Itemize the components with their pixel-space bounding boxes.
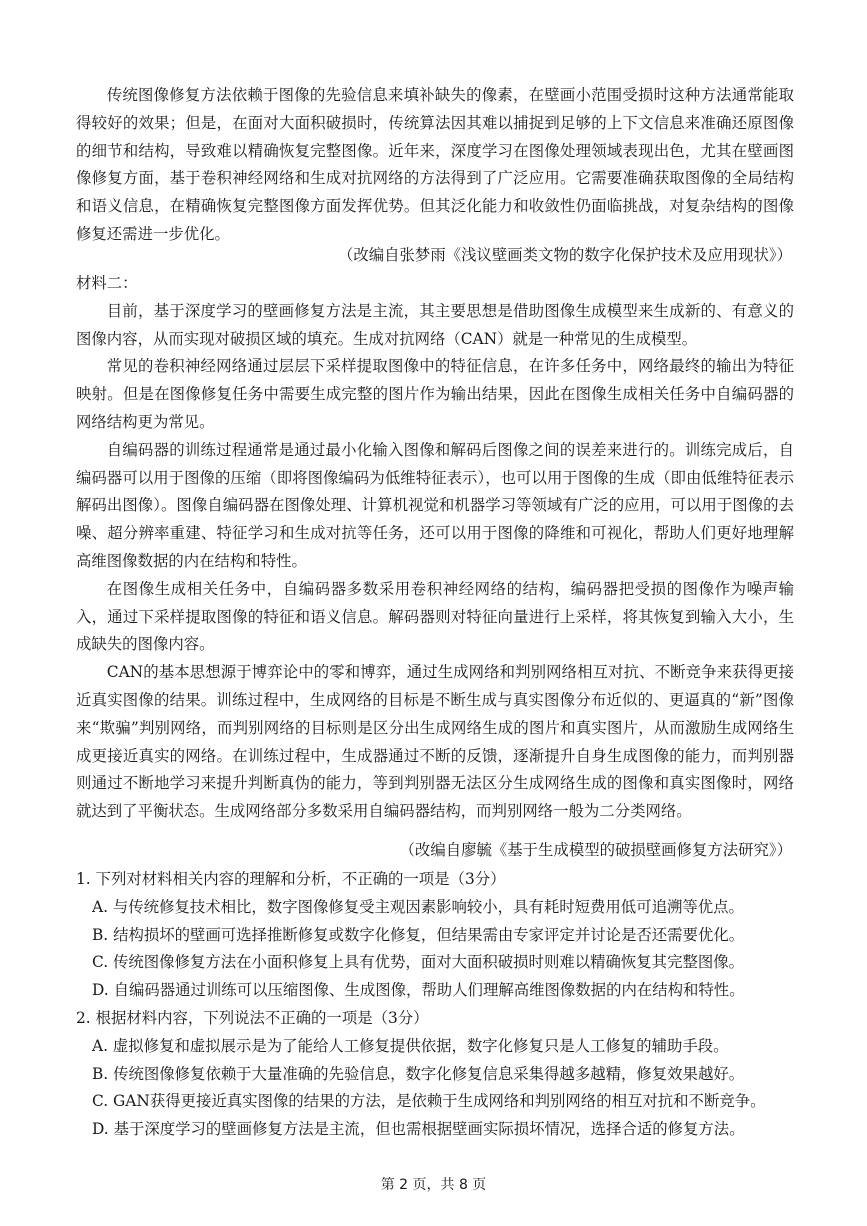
question-option: D. 基于深度学习的壁画修复方法是主流，但也需根据壁画实际损坏情况，选择合适的修复方法。 — [92, 1120, 745, 1139]
paragraph: 自编码器的训练过程通常是通过最小化输入图像和解码后图像之间的误差来进行的。训练完成后，自编码器可以用于图像的压缩（即将图像编码为低维特征表示），也可以用于图像的生成（即由低维特征表示解码出图像）。图像自编码器在图像处理、计算机视觉和机器学习等领域有广泛的应用，可以用于图像的去噪、超分辨率重建、特征学习和生成对抗等任务，还可以用于图像的降维和可视化，帮助人们更好地理解高维图像数据的内在结构和特性。 — [76, 440, 794, 570]
paragraph: 常见的卷积神经网络通过层层下采样提取图像中的特征信息，在许多任务中，网络最终的输出为特征映射。但是在图像修复任务中需要生成完整的图片作为输出结果，因此在图像生成相关任务中自编码器的网络结构更为常见。 — [76, 357, 794, 431]
question-option: D. 自编码器通过训练可以压缩图像、生成图像，帮助人们理解高维图像数据的内在结构和特性。 — [92, 981, 745, 1000]
question-option: C. 传统图像修复方法在小面积修复上具有优势，面对大面积破损时则难以精确恢复其完整图像。 — [92, 953, 745, 972]
page-footer: 第 2 页，共 8 页 — [380, 1177, 487, 1193]
material-1-tail — [76, 82, 794, 249]
question-stem: 2. 根据材料内容，下列说法不正确的一项是（3分） — [76, 1008, 429, 1027]
question-option: B. 结构损坏的壁画可选择推断修复或数字化修复，但结果需由专家评定并讨论是否还需要优化。 — [92, 925, 745, 944]
question-option: A. 与传统修复技术相比，数字图像修复受主观因素影响较小，具有耗时短费用低可追溯等优点。 — [92, 897, 744, 916]
source-citation-1-block — [76, 242, 794, 270]
material-2-label: 材料二： — [76, 274, 138, 292]
paragraph: CAN的基本思想源于博弈论中的零和博弈，通过生成网络和判别网络相互对抗、不断竞争来获得更接近真实图像的结果。训练过程中，生成网络的目标是不断生成与真实图像分布近似的、更逼真的“新”图像来“欺骗”判别网络，而判别网络的目标则是区分出生成网络生成的图片和真实图片，从而激励生成网络生成更接近真实的网络。在训练过程中，生成器通过不断的反馈，逐渐提升自身生成图像的能力，而判别器则通过不断地学习来提升判断真伪的能力，等到判别器无法区分生成网络生成的图像和真实图像时，网络就达到了平衡状态。生成网络部分多数采用自编码器结构，而判别网络一般为二分类网络。 — [76, 663, 794, 821]
material-2-block — [76, 270, 794, 826]
paragraph: 在图像生成相关任务中，自编码器多数采用卷积神经网络的结构，编码器把受损的图像作为噪声输入，通过下采样提取图像的特征和语义信息。解码器则对特征向量进行上采样，将其恢复到输入大小，生成缺失的图像内容。 — [76, 579, 794, 654]
source-citation: （改编自张梦雨《浅议壁画类文物的数字化保护技术及应用现状》） — [337, 246, 792, 264]
paragraph: 传统图像修复方法依赖于图像的先验信息来填补缺失的像素，在壁画小范围受损时这种方法通常能取得较好的效果；但是，在面对大面积破损时，传统算法因其难以捕捉到足够的上下文信息来准确还原图像的细节和结构，导致难以精确恢复完整图像。近年来，深度学习在图像处理领域表现出色，尤其在壁画图像修复方面，基于卷积神经网络和生成对抗网络的方法得到了广泛应用。它需要准确获取图像的全局结构和语义信息，在精确恢复完整图像方面发挥优势。但其泛化能力和收敛性仍面临挑战，对复杂结构的图像修复还需进一步优化。 — [76, 86, 794, 243]
question-stem: 1. 下列对材料相关内容的理解和分析，不正确的一项是（3分） — [76, 870, 506, 888]
question-option: B. 传统图像修复依赖于大量准确的先验信息，数字化修复信息采集得越多越精，修复效果越好。 — [92, 1064, 745, 1083]
question-option: C. GAN获得更接近真实图像的结果的方法，是依赖于生成网络和判别网络的相互对抗和不断竞争。 — [92, 1092, 766, 1111]
paragraph: 目前，基于深度学习的壁画修复方法是主流，其主要思想是借助图像生成模型来生成新的、有意义的图像内容，从而实现对破损区域的填充。生成对抗网络（CAN）就是一种常见的生成模型。 — [76, 301, 794, 348]
source-citation: （改编自廖毓《基于生成模型的破损壁画修复方法研究》） — [399, 841, 792, 859]
source-citation-2-block — [76, 837, 794, 865]
questions-block — [76, 866, 794, 1144]
question-option: A. 虚拟修复和虚拟展示是为了能给人工修复提供依据，数字化修复只是人工修复的辅助手段。 — [92, 1036, 729, 1055]
